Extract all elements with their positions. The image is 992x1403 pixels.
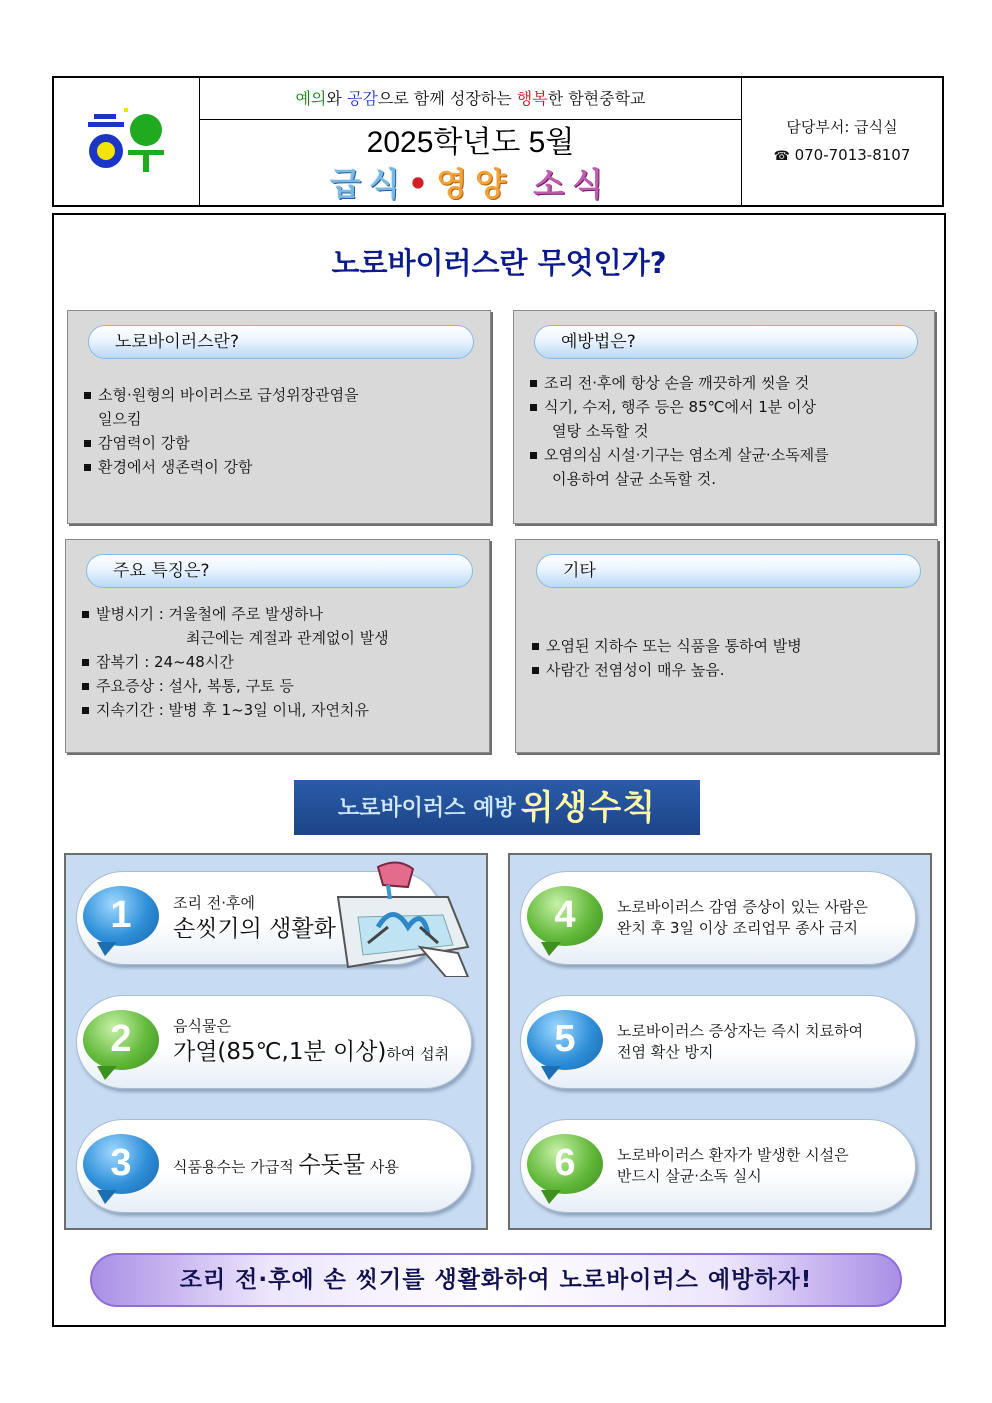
rule-card-4: [520, 871, 916, 965]
rule-line: 노로바이러스 환자가 발생한 시설은: [617, 1146, 849, 1164]
rule-line: 노로바이러스 감염 증상이 있는 사람은: [617, 898, 868, 916]
rule-text: [173, 996, 451, 1088]
list-item: 오염의심 시설·기구는 염소계 살균·소독제를: [528, 443, 924, 467]
box-label: 노로바이러스란?: [88, 325, 474, 359]
rules-panel-left: [64, 853, 488, 1230]
rule-card-3: [76, 1119, 472, 1213]
list-item: 주요증상 : 설사, 복통, 구토 등: [80, 674, 479, 698]
contact-cell: [742, 78, 942, 205]
list-item: 소형·원형의 바이러스로 급성위장관염을: [82, 383, 480, 407]
rule-text: [617, 1120, 895, 1212]
motto-courtesy: 예의: [295, 89, 327, 108]
rule-line: [173, 1037, 451, 1069]
title-dot: •: [407, 165, 437, 203]
rule-number-badge: 6: [527, 1134, 603, 1194]
rule-card-6: [520, 1119, 916, 1213]
bullet-list: [528, 371, 924, 491]
rule-number-badge: 4: [527, 886, 603, 946]
rule-number-badge: 1: [83, 886, 159, 946]
rule-emphasis: 수돗물: [298, 1152, 366, 1178]
list-item: 사람간 전염성이 매우 높음.: [530, 658, 927, 682]
motto-empathy: 공감: [346, 89, 378, 108]
rule-number-badge: 3: [83, 1134, 159, 1194]
list-item: 지속기간 : 발병 후 1~3일 이내, 자연치유: [80, 698, 479, 722]
hygiene-rules-banner: [294, 780, 700, 835]
rule-card-2: [76, 995, 472, 1089]
rule-line: 전염 확산 방지: [617, 1043, 714, 1061]
bullet-list: [80, 602, 479, 722]
rule-emphasis: 가열(85℃,1분 이상): [173, 1038, 387, 1065]
list-item: 오염된 지하수 또는 식품을 통하여 발병: [530, 634, 927, 658]
title-word-meal: 급식: [329, 165, 408, 203]
phone-text: 070-7013-8107: [794, 146, 911, 164]
rule-text: [617, 996, 895, 1088]
list-item: 이용하여 살균 소독할 것.: [552, 470, 716, 488]
rule-card-5: [520, 995, 916, 1089]
motto-school: 한 함현중학교: [547, 89, 646, 108]
department: 담당부서: 급식실: [786, 118, 898, 136]
info-box-etc: [515, 539, 938, 753]
rule-line: 완치 후 3일 이상 조리업무 종사 금지: [617, 919, 859, 937]
box-label: 예방법은?: [534, 325, 918, 359]
rule-text: [617, 872, 895, 964]
title-cell: [200, 78, 742, 205]
rule-suffix: 하여 섭취: [386, 1044, 450, 1063]
title-word-news: 소식: [533, 165, 612, 203]
list-item: 최근에는 계절과 관계없이 발생: [186, 629, 389, 647]
list-item: 조리 전·후에 항상 손을 깨끗하게 씻을 것: [528, 371, 924, 395]
rule-number-badge: 2: [83, 1010, 159, 1070]
issue-date: 2025학년도 5월: [366, 126, 575, 159]
rule-prefix: 식품용수는 가급적: [173, 1158, 299, 1176]
newsletter-title: [200, 164, 741, 204]
rule-line: 손씻기의 생활화: [173, 915, 336, 942]
rule-line: 음식물은: [173, 1016, 231, 1035]
rule-suffix: 사용: [365, 1158, 399, 1176]
motto-text: 으로 함께 성장하는: [377, 89, 517, 108]
info-box-features: [65, 539, 490, 753]
phone-icon: ☎: [773, 149, 790, 164]
list-item: 환경에서 생존력이 강함: [82, 455, 480, 479]
motto-happiness: 행복: [516, 89, 548, 108]
list-item: 잠복기 : 24~48시간: [80, 650, 479, 674]
list-item: 감염력이 강함: [82, 431, 480, 455]
rule-number-badge: 5: [527, 1010, 603, 1070]
bullet-list: [530, 634, 927, 682]
closing-slogan: 조리 전·후에 손 씻기를 생활화하여 노로바이러스 예방하자!: [90, 1253, 902, 1307]
list-item: 발병시기 : 겨울철에 주로 발생하나: [80, 602, 479, 626]
motto-text: 와: [326, 89, 347, 108]
rules-panel-right: [508, 853, 932, 1230]
info-box-prevention: [513, 310, 935, 524]
main-title: 노로바이러스란 무엇인가?: [331, 246, 667, 280]
handwashing-icon: [328, 857, 478, 977]
title-word-nutrition: 영양: [436, 165, 515, 203]
list-item: 일으킴: [98, 410, 142, 428]
rule-line: 반드시 살균·소독 실시: [617, 1167, 762, 1185]
box-label: 기타: [536, 554, 921, 588]
box-label: 주요 특징은?: [86, 554, 473, 588]
school-motto: [200, 78, 741, 120]
list-item: 식기, 수저, 행주 등은 85℃에서 1분 이상: [528, 395, 924, 419]
banner-large-text: 위생수칙: [520, 788, 657, 828]
bullet-list: [82, 383, 480, 479]
rule-line: 노로바이러스 증상자는 즉시 치료하여: [617, 1022, 864, 1040]
rule-line: [173, 1150, 451, 1182]
school-logo-icon: [88, 108, 166, 174]
banner-small-text: 노로바이러스 예방: [337, 796, 516, 821]
newsletter-header: [52, 76, 944, 207]
rule-text: [173, 1120, 451, 1212]
info-box-what: [67, 310, 491, 524]
rule-line: 조리 전·후에: [173, 893, 255, 912]
phone-number: [742, 146, 942, 164]
main-content: [52, 213, 946, 1327]
list-item: 열탕 소독할 것: [552, 422, 649, 440]
logo-cell: [54, 78, 200, 205]
